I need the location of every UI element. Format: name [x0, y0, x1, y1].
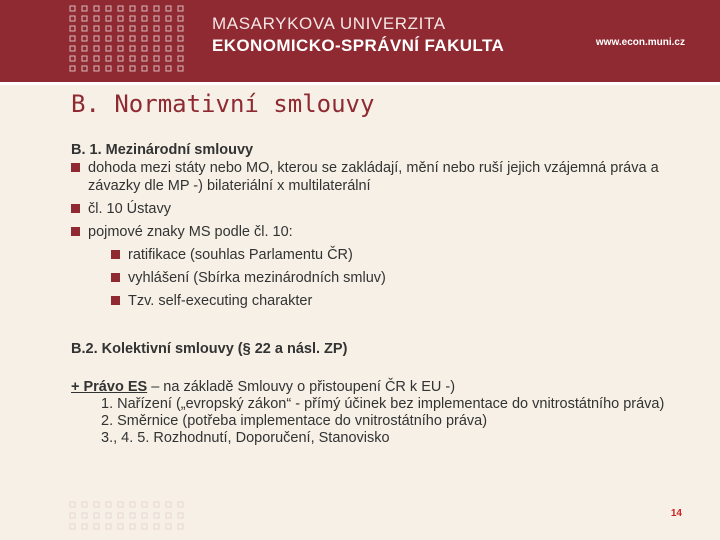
header-banner — [0, 0, 720, 85]
bullet-square-icon — [111, 250, 120, 259]
list-item: 1. Nařízení („evropský zákon“ - přímý účinek bez implementace do vnitrostátního práva) — [101, 396, 665, 412]
section1-heading: B. 1. Mezinárodní smlouvy — [71, 142, 254, 158]
bullet-square-icon — [71, 163, 80, 172]
bullet-square-icon — [71, 227, 80, 236]
bullet-square-icon — [111, 273, 120, 282]
list-item: 3., 4. 5. Rozhodnutí, Doporučení, Stanovisko — [101, 430, 390, 446]
section3-lead: + Právo ES – na základě Smlouvy o přistoupení ČR k EU -) — [71, 379, 456, 395]
slide-content — [71, 141, 691, 447]
bullet-item: pojmové znaky MS podle čl. 10: — [71, 223, 691, 241]
bullet-item: čl. 10 Ústavy — [71, 200, 691, 218]
eu-law-heading: + Právo ES — [71, 379, 148, 395]
footer-logo-pattern — [68, 499, 186, 539]
section2-heading: B.2. Kolektivní smlouvy (§ 22 a násl. ZP) — [71, 341, 348, 357]
sub-bullet-item: vyhlášení (Sbírka mezinárodních smluv) — [71, 269, 691, 287]
bullet-square-icon — [71, 204, 80, 213]
bullet-square-icon — [111, 296, 120, 305]
university-name: MASARYKOVA UNIVERZITA — [212, 14, 446, 33]
list-item: 2. Směrnice (potřeba implementace do vnitrostátního práva) — [101, 413, 488, 429]
website-url: www.econ.muni.cz — [595, 37, 685, 48]
sub-bullet-item: Tzv. self-executing charakter — [71, 292, 691, 310]
slide-title: B. Normativní smlouvy — [71, 90, 375, 118]
page-number: 14 — [670, 508, 682, 519]
sub-bullet-item: ratifikace (souhlas Parlamentu ČR) — [71, 246, 691, 264]
university-logo-pattern — [68, 3, 186, 77]
bullet-item: dohoda mezi státy nebo MO, kterou se zakládají, mění nebo ruší jejich vzájemná práva a závazky dle MP -) bilateriální x multilaterální — [71, 159, 691, 195]
faculty-name: EKONOMICKO-SPRÁVNÍ FAKULTA — [212, 36, 505, 55]
